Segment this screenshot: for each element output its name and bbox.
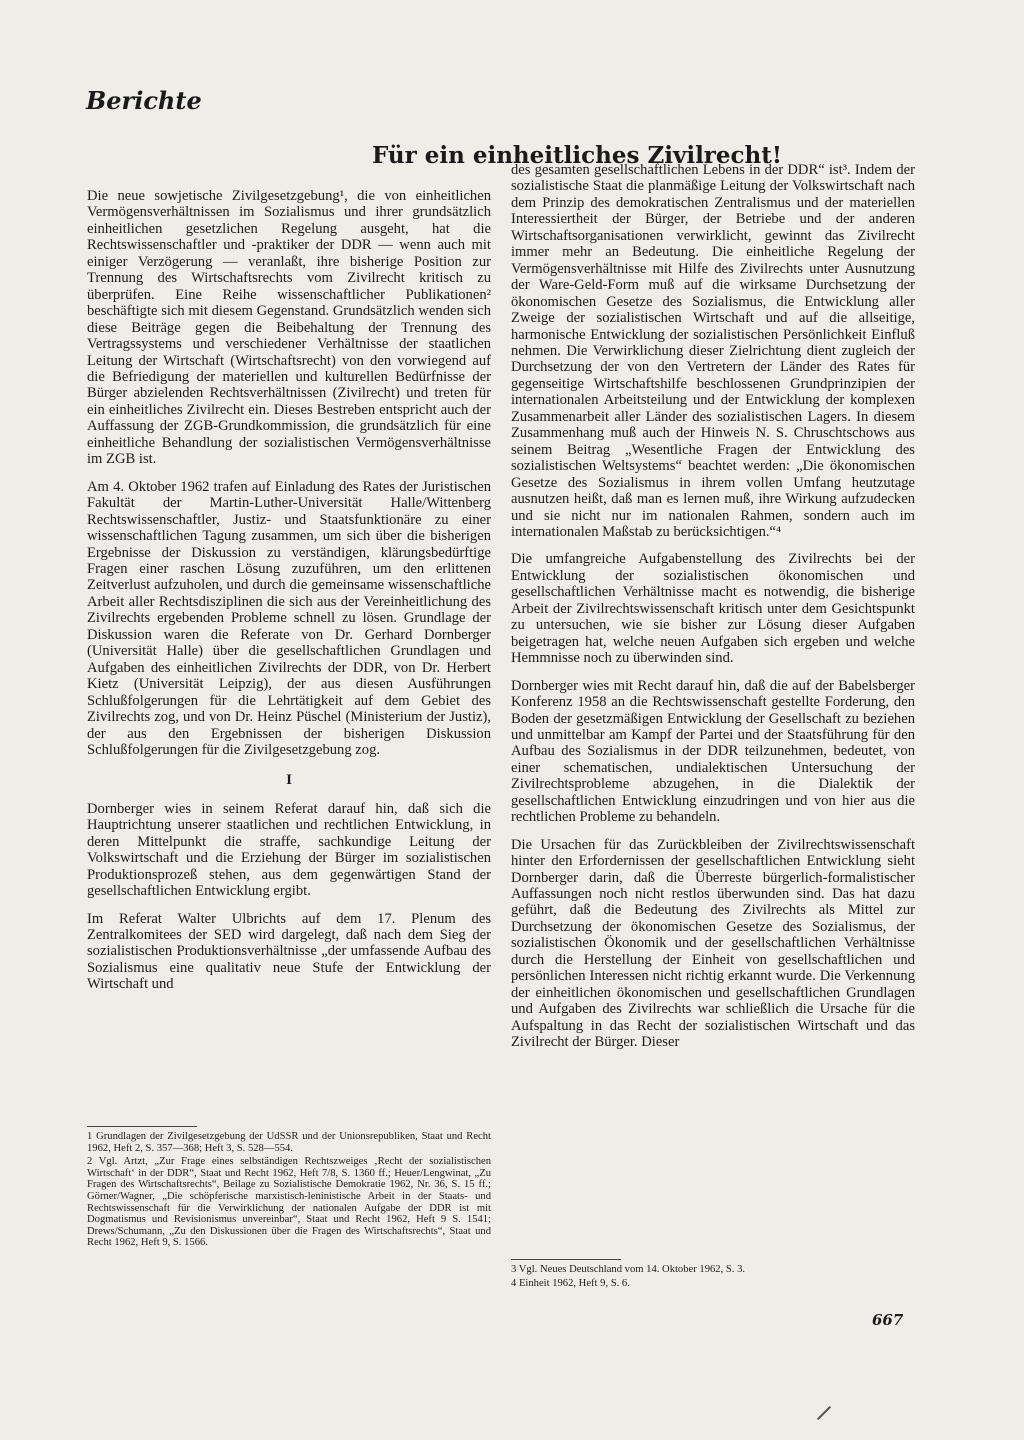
footnote-divider bbox=[87, 1126, 197, 1127]
footnote: 4 Einheit 1962, Heft 9, S. 6. bbox=[511, 1277, 630, 1289]
footnotes-right bbox=[511, 1264, 915, 1291]
footnote: 2 Vgl. Artzt, „Zur Frage eines selbständigen Rechtszweiges ‚Recht der sozialistischen Wirtschaft‘ in der DDR“, Staat und Recht 1962, Heft 7/8, S. 1360 ff.; Heuer/Lengwinat, „Zu Fragen des Wirtschaftsrechts“, Beilage zu Sozialistische Demokratie 1962, Nr. 36, S. 15 ff.; Görner/Wagner, „Die schöpferische marxistisch-leninistische Arbeit in der Staats- und Rechtswissenschaft für die Verwirklichung der nationalen Aufgabe der DDR ist mit Dogmatismus und Revisionismus unvereinbar“, Staat und Recht 1962, Heft 9 S. 1541; Drews/Schumann, „Zu den Diskussionen über die Fragen des Wirtschaftsrechts“, Staat und Recht 1962, Heft 9, S. 1566. bbox=[87, 1156, 491, 1249]
section-heading: I bbox=[286, 772, 292, 789]
pen-mark bbox=[817, 1406, 831, 1420]
footnote: 3 Vgl. Neues Deutschland vom 14. Oktober 1962, S. 3. bbox=[511, 1264, 746, 1275]
left-column bbox=[87, 188, 491, 1004]
page-number: 667 bbox=[872, 1311, 904, 1329]
footnote: 1 Grundlagen der Zivilgesetzgebung der UdSSR und der Unionsrepubliken, Staat und Recht 1962, Heft 2, S. 357—368; Heft 3, S. 528—554. bbox=[87, 1131, 491, 1154]
paragraph: des gesamten gesellschaftlichen Lebens in der DDR“ ist³. Indem der sozialistische Staat die planmäßige Leitung der Volkswirtschaft nach dem Prinzip des demokratischen Zentralismus und der materiellen Interessiertheit der Bürger, der Betriebe und der anderen Wirtschaftsorganisationen verwirklicht, gewinnt das Zivilrecht immer mehr an Bedeutung. Die einheitliche Regelung der Vermögensverhältnisse mit Hilfe des Zivilrechts unter Ausnutzung der Ware-Geld-Form muß auf die wirksame Durchsetzung der ökonomischen Gesetze des Sozialismus, die Entwicklung aller Zweige der sozialistischen Wirtschaft und auf die allseitige, harmonische Entwicklung der sozialistischen Persönlichkeit Einfluß nehmen. Die Verwirklichung dieser Zielrichtung dient zugleich der Durchsetzung der von den Vertretern der Länder des Rates für gegenseitige Wirtschaftshilfe beschlossenen Grundprinzipien der internationalen Arbeitsteilung und der Entwicklung der komplexen Zusammenarbeit aller Länder des sozialistischen Lagers. In diesem Zusammenhang muß auch der Hinweis N. S. Chruschtschows aus seinem Beitrag „Wesentliche Fragen der Entwicklung des sozialistischen Weltsystems“ beachtet werden: „Die ökonomischen Gesetze des Sozialismus in ihrem vollen Umfang heutzutage ausnutzen heißt, daß man es lernen muß, ihre Wirkung aufzudecken und sie nicht nur im nationalen Rahmen, sondern auch im internationalen Maßstab zu berücksichtigen.“⁴ bbox=[511, 162, 915, 540]
paragraph: Die neue sowjetische Zivilgesetzgebung¹, die von einheitlichen Vermögensverhältnissen im Sozialismus und ihrer grundsätzlich einheitlichen gesetzlichen Regelung ausgeht, hat die Rechtswissenschaftler und -praktiker der DDR — wenn auch mit einiger Verzögerung — veranlaßt, ihre bisherige Position zur Trennung des Wirtschaftsrechts vom Zivilrecht kritisch zu überprüfen. Eine Reihe wissenschaftlicher Publikationen² beschäftigte sich mit diesem Gegenstand. Grundsätzlich wenden sich diese Beiträge gegen die Beibehaltung der Trennung des Vertragssystems und verschiedener Verhältnisse der staatlichen Leitung der Wirtschaft (Wirtschaftsrecht) von den vorwiegend auf die Befriedigung der materiellen und kulturellen Bedürfnisse der Bürger abzielenden Rechtsverhältnissen (Zivilrecht) und treten für ein einheitliches Zivilrecht ein. Dieses Bestreben entspricht auch der Auffassung der ZGB-Grundkommission, die grundsätzlich für eine einheitliche Behandlung der sozialistischen Vermögensverhältnisse im ZGB ist. bbox=[87, 188, 491, 468]
article-title: Für ein einheitliches Zivilrecht! bbox=[371, 142, 783, 169]
footnotes-left bbox=[87, 1131, 491, 1251]
paragraph: Dornberger wies in seinem Referat darauf hin, daß sich die Hauptrichtung unserer staatlichen und rechtlichen Entwicklung, in deren Mittelpunkt die straffe, sachkundige Leitung der Volkswirtschaft und die Erziehung der Bürger im sozialistischen Produktionsprozeß stehen, aus dem gegenwärtigen Stand der gesellschaftlichen Entwicklung ergibt. bbox=[87, 800, 491, 900]
paragraph: Dornberger wies mit Recht darauf hin, daß die auf der Babelsberger Konferenz 1958 an die Rechtswissenschaft gestellte Forderung, den Boden der gesetzmäßigen Entwicklung der Gesellschaft zu beziehen und unmittelbar am Kampf der Partei und der Staatsführung für den Aufbau des Sozialismus in der DDR teilzunehmen, bedeutet, von einer schematischen, undialektischen Untersuchung der Zivilrechtsprobleme abzugehen, in die Dialektik der gesellschaftlichen Entwicklung einzudringen und von hier aus die rechtlichen Probleme zu behandeln. bbox=[511, 677, 915, 826]
paragraph: Im Referat Walter Ulbrichts auf dem 17. Plenum des Zentralkomitees der SED wird dargelegt, daß nach dem Sieg der sozialistischen Produktionsverhältnisse „der umfassende Aufbau des Sozialismus eine qualitativ neue Stufe der Entwicklung der Wirtschaft und bbox=[87, 910, 491, 993]
paragraph: Die umfangreiche Aufgabenstellung des Zivilrechts bei der Entwicklung der sozialistischen ökonomischen und gesellschaftlichen Verhältnisse macht es notwendig, die bisherige Arbeit der Zivilrechtswissenschaft kritisch unter dem Gesichtspunkt zu untersuchen, wie sie bisher zur Lösung dieser Aufgaben beigetragen hat, welche neuen Aufgaben sich ergeben und welche Hemmnisse noch zu überwinden sind. bbox=[511, 551, 915, 667]
section-label: Berichte bbox=[86, 86, 202, 115]
paragraph: Die Ursachen für das Zurückbleiben der Zivilrechtswissenschaft hinter den Erfordernissen der gesellschaftlichen Entwicklung sieht Dornberger darin, daß die Überreste bürgerlich-formalistischer Auffassungen noch nicht restlos überwunden sind. Das hat dazu geführt, daß die Bedeutung des Zivilrechts als Mittel zur Durchsetzung der ökonomischen Gesetze des Sozialismus, der sozialistischen Ökonomik und der gesellschaftlichen Verhältnisse durch die Herstellung der Einheit von gesellschaftlichen und persönlichen Interessen nicht richtig erkannt wurde. Die Verkennung der einheitlichen ökonomischen und gesellschaftlichen Grundlagen und Aufgaben des Zivilrechts war schließlich die Ursache für die Aufspaltung in das Recht der sozialistischen Wirtschaft und das Zivilrecht der Bürger. Dieser bbox=[511, 836, 915, 1051]
paragraph: Am 4. Oktober 1962 trafen auf Einladung des Rates der Juristischen Fakultät der Martin-Luther-Universität Halle/Wittenberg Rechtswissenschaftler, Justiz- und Staatsfunktionäre zu einer wissenschaftlichen Tagung zusammen, um sich über die bisherigen Ergebnisse der Diskussion zu verständigen, klärungsbedürftige Fragen einer raschen Lösung zuzuführen, um den erlittenen Zeitverlust aufzuholen, und durch die gemeinsame wissenschaftliche Arbeit aller Rechtsdisziplinen die sich aus der Vereinheitlichung des Zivilrechts ergebenden Probleme schnell zu lösen. Grundlage der Diskussion waren die Referate von Dr. Gerhard Dornberger (Universität Halle) über die gesellschaftlichen Grundlagen und Aufgaben des einheitlichen Zivilrechts der DDR, von Dr. Herbert Kietz (Universität Leipzig), der aus diesen Ausführungen Schlußfolgerungen für die Lehrtätigkeit auf dem Gebiet des Zivilrechts zog, und von Dr. Heinz Püschel (Ministerium der Justiz), der aus den Ergebnissen der bisherigen Diskussion Schlußfolgerungen für die Zivilgesetzgebung zog. bbox=[87, 478, 491, 758]
right-column bbox=[511, 162, 915, 1062]
footnote-divider bbox=[511, 1259, 621, 1260]
